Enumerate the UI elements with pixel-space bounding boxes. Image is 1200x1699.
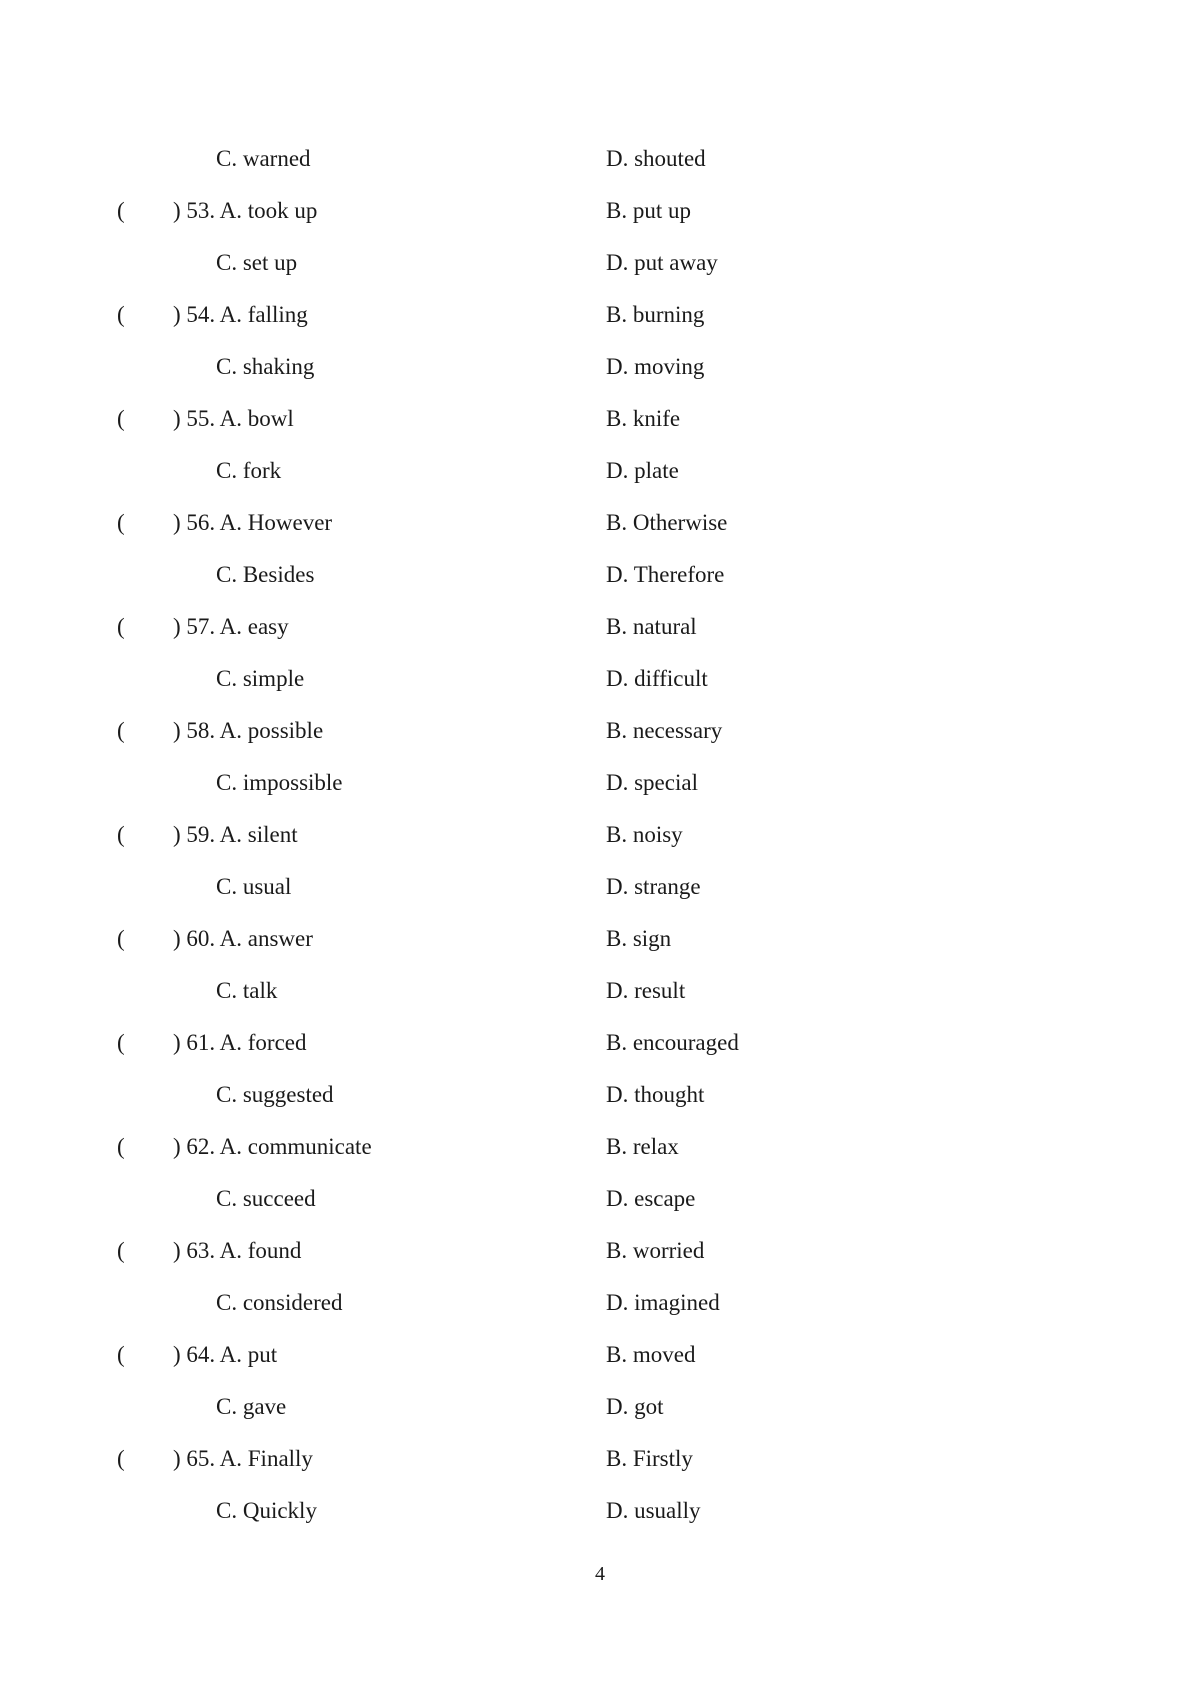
option-c: C. Besides [216,562,315,587]
question-62-ab [0,1132,1200,1162]
question-63-cd [0,1288,1200,1318]
answer-blank-paren: ( [117,614,125,639]
option-d: D. got [606,1394,664,1419]
question-60-cd [0,976,1200,1006]
question-64-cd [0,1392,1200,1422]
question-number: ) 59. A. silent [173,822,298,847]
question-54-ab [0,300,1200,330]
question-65-cd [0,1496,1200,1526]
question-number: ) 60. A. answer [173,926,313,951]
question-57-ab [0,612,1200,642]
option-d: D. strange [606,874,701,899]
question-number: ) 57. A. easy [173,614,289,639]
question-59-ab [0,820,1200,850]
question-65-ab [0,1444,1200,1474]
option-c: C. considered [216,1290,343,1315]
option-d: D. usually [606,1498,701,1523]
option-b: B. natural [606,614,697,639]
option-b: B. relax [606,1134,679,1159]
question-55-ab [0,404,1200,434]
option-a: A. possible [219,718,324,743]
option-a: A. easy [219,614,289,639]
answer-blank-paren: ( [117,1342,125,1367]
question-62-cd [0,1184,1200,1214]
option-c: C. simple [216,666,305,691]
option-a: A. bowl [219,406,294,431]
option-a: A. put [219,1342,278,1367]
question-53-ab [0,196,1200,226]
answer-blank-paren: ( [117,198,125,223]
question-number: ) 54. A. falling [173,302,308,327]
question-58-ab [0,716,1200,746]
question-56-cd [0,560,1200,590]
option-a: A. However [219,510,333,535]
option-d: D. special [606,770,698,795]
option-b: B. sign [606,926,672,951]
question-number: ) 61. A. forced [173,1030,307,1055]
question-61-ab [0,1028,1200,1058]
option-b: B. worried [606,1238,705,1263]
option-c: C. suggested [216,1082,334,1107]
answer-blank-paren: ( [117,1030,125,1055]
answer-blank-paren: ( [117,718,125,743]
option-b: B. put up [606,198,691,223]
option-d: D. Therefore [606,562,725,587]
option-d: D. escape [606,1186,696,1211]
answer-blank-paren: ( [117,406,125,431]
option-d: D. thought [606,1082,705,1107]
question-number: ) 55. A. bowl [173,406,294,431]
option-b: B. noisy [606,822,683,847]
option-d: D. plate [606,458,679,483]
option-c: C. talk [216,978,278,1003]
question-64-ab [0,1340,1200,1370]
question-58-cd [0,768,1200,798]
answer-blank-paren: ( [117,1238,125,1263]
option-c: C. Quickly [216,1498,317,1523]
question-53-cd [0,248,1200,278]
option-c: C. shaking [216,354,315,379]
question-57-cd [0,664,1200,694]
option-b: B. Firstly [606,1446,693,1471]
question-number: ) 65. A. Finally [173,1446,313,1471]
option-a: A. found [219,1238,302,1263]
option-d: D. shouted [606,146,706,171]
question-54-cd [0,352,1200,382]
answer-blank-paren: ( [117,926,125,951]
option-d: D. moving [606,354,705,379]
option-d: D. imagined [606,1290,720,1315]
question-59-cd [0,872,1200,902]
question-number: ) 63. A. found [173,1238,302,1263]
option-b: B. Otherwise [606,510,728,535]
option-c: C. gave [216,1394,287,1419]
option-c: C. warned [216,146,311,171]
page-number: 4 [595,1563,605,1585]
option-c: C. succeed [216,1186,316,1211]
option-c: C. impossible [216,770,343,795]
option-b: B. necessary [606,718,723,743]
question-55-cd [0,456,1200,486]
question-number: ) 53. A. took up [173,198,318,223]
question-number: ) 56. A. However [173,510,333,535]
answer-blank-paren: ( [117,1134,125,1159]
question-56-ab [0,508,1200,538]
option-a: A. falling [219,302,308,327]
question-61-cd [0,1080,1200,1110]
option-d: D. result [606,978,686,1003]
question-number: ) 62. A. communicate [173,1134,372,1159]
option-b: B. burning [606,302,705,327]
option-a: A. forced [219,1030,307,1055]
option-a: A. silent [219,822,298,847]
option-row-52-cd [0,144,1200,174]
answer-blank-paren: ( [117,302,125,327]
answer-blank-paren: ( [117,510,125,535]
option-c: C. usual [216,874,292,899]
option-c: C. fork [216,458,282,483]
option-a: A. took up [219,198,318,223]
question-63-ab [0,1236,1200,1266]
question-number: ) 64. A. put [173,1342,278,1367]
answer-blank-paren: ( [117,1446,125,1471]
question-number: ) 58. A. possible [173,718,324,743]
option-d: D. difficult [606,666,708,691]
option-d: D. put away [606,250,718,275]
option-b: B. knife [606,406,681,431]
question-60-ab [0,924,1200,954]
option-b: B. moved [606,1342,696,1367]
option-c: C. set up [216,250,298,275]
answer-blank-paren: ( [117,822,125,847]
option-a: A. communicate [219,1134,372,1159]
option-a: A. Finally [219,1446,313,1471]
option-b: B. encouraged [606,1030,739,1055]
option-a: A. answer [219,926,313,951]
